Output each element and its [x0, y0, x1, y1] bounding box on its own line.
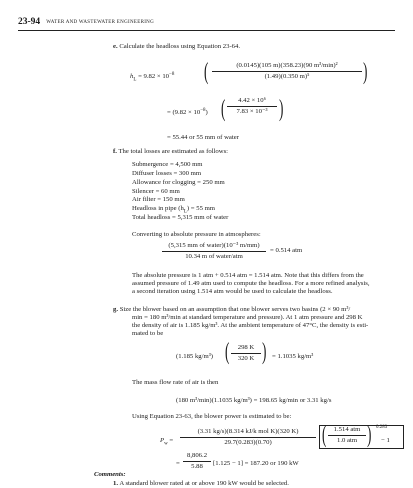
eq2-exponent: −8: [200, 108, 206, 113]
power-result: [1.125 − 1] = 187.20 or 190 kW: [213, 460, 299, 467]
density-left: (1.185 kg/m³): [176, 353, 213, 360]
density-fraction: [231, 344, 261, 363]
eq2-fraction: [227, 97, 277, 116]
pw-subscript: w: [164, 441, 168, 447]
eq1-fraction: [212, 62, 362, 81]
pw-inner-close: ): [367, 422, 372, 448]
eq1-close-paren: ): [363, 59, 368, 85]
pipe-value: ) = 55 mm: [186, 205, 215, 212]
step-e-label: e.: [113, 43, 118, 50]
headloss-result: = 55.44 or 55 mm of water: [167, 134, 239, 141]
density-result: = 1.1035 kg/m³: [272, 353, 314, 360]
step-f-label: f.: [113, 148, 117, 155]
convert-fraction: [162, 242, 266, 261]
eq2-open-paren: (: [221, 96, 226, 122]
dens-close-paren: ): [262, 339, 267, 365]
eq2-close: ): [205, 109, 208, 117]
headloss-lhs: [130, 71, 174, 85]
loss-item: Submergence = 4,500 mm: [132, 161, 203, 168]
comment-text: A standard blower rated at or above 190 kW would be selected.: [119, 480, 289, 487]
mass-intro: The mass flow rate of air is then: [132, 379, 219, 386]
eq1-exponent: −8: [169, 72, 175, 77]
step-f-intro-text: The total losses are estimated as follows:: [118, 148, 229, 155]
page-number: 23-94: [18, 17, 41, 27]
pipe-subscript: L: [183, 209, 187, 215]
loss-item: Silencer = 60 mm: [132, 188, 180, 195]
loss-item: Allowance for clogging = 250 mm: [132, 179, 225, 186]
comment-item: [113, 480, 289, 488]
f-paragraph-line: assumed pressure of 1.49 atm used to compute the headloss. For a more refined analysis,: [132, 280, 370, 287]
header-rule: [18, 30, 395, 31]
pw-symbol: P: [160, 437, 165, 444]
pw-inner-open: (: [322, 422, 327, 448]
mass-equation: (180 m³/min)(1.1035 kg/m³) = 198.65 kg/min or 3.31 kg/s: [176, 397, 332, 404]
power-bracket-right: [400, 425, 404, 449]
g-paragraph-line: mated to be: [132, 330, 164, 337]
loss-item: Air filter = 150 mm: [132, 196, 185, 203]
eq2-close-paren: ): [279, 96, 284, 122]
eq2-coefficient: = (9.82 × 10: [167, 109, 201, 117]
eq2-coefficient-row: [167, 107, 208, 117]
power-fraction: [180, 428, 316, 447]
power-lhs: [160, 437, 173, 449]
step-f-intro: [113, 148, 228, 156]
g-paragraph-line: Size the blower based on an assumption that one blower serves two basins (2 × 90 m³/: [119, 306, 351, 313]
power2-equals: =: [176, 460, 180, 467]
pipe-label: Headloss in pipe (h: [132, 205, 184, 212]
eq1-numerator: (0.0145)(105 m)(358.23)(90 m³/min)²: [212, 62, 362, 72]
eq1-denominator: (1.49)(0.350 m)⁵: [264, 73, 310, 80]
f-paragraph-line: a second iteration using 1.514 atm would be used to calculate the headloss.: [132, 288, 333, 295]
dens-open-paren: (: [225, 339, 230, 365]
pressure-ratio: [328, 426, 366, 445]
hl-subscript: L: [133, 77, 137, 83]
density-numerator: 298 K: [231, 344, 261, 354]
step-g-label: g.: [113, 306, 119, 313]
pressure-minus-one: − 1: [381, 437, 390, 444]
step-g-line1: [113, 306, 350, 314]
page-header: [18, 16, 154, 27]
power2-denominator: 5.88: [191, 463, 203, 470]
convert-numerator: (5,315 mm of water)(10⁻³ m/mm): [162, 242, 266, 252]
power2-fraction: [183, 452, 211, 471]
running-title: WATER AND WASTEWATER ENGINEERING: [46, 20, 154, 25]
eq1-open-paren: (: [204, 59, 209, 85]
pw-equals: =: [169, 437, 174, 444]
pressure-exponent: 0.283: [376, 425, 388, 430]
step-e-intro-text: Calculate the headloss using Equation 23-64.: [119, 43, 241, 50]
g-paragraph-line: min = 180 m³/min at standard temperature and pressure). At 1 atm pressure and 298 K: [132, 314, 363, 321]
comments-heading: Comments:: [94, 471, 126, 478]
pressure-ratio-denominator: 1.0 atm: [336, 437, 358, 444]
eq2-denominator: 7.83 × 10⁻³: [236, 108, 268, 115]
power-intro: Using Equation 23-63, the blower power is estimated to be:: [132, 413, 292, 420]
pressure-ratio-numerator: 1.514 atm: [328, 426, 366, 436]
hl-symbol: h: [130, 73, 134, 81]
density-denominator: 320 K: [237, 355, 255, 362]
eq2-numerator: 4.42 × 10⁶: [227, 97, 277, 107]
f-paragraph-line: The absolute pressure is 1 atm + 0.514 atm = 1.514 atm. Note that this differs from the: [132, 272, 364, 279]
step-e-intro: [113, 43, 240, 51]
power-denominator: 29.7(0.283)(0.70): [224, 439, 272, 446]
convert-result: = 0.514 atm: [270, 247, 303, 254]
power-numerator: (3.31 kg/s)(8.314 kJ/k mol K)(320 K): [180, 428, 316, 438]
g-paragraph-line: the density of air is 1.185 kg/m³. At the ambient temperature of 47°C, the density is esti-: [132, 322, 369, 329]
convert-intro: Converting to absolute pressure in atmospheres:: [132, 231, 261, 238]
power2-numerator: 8,806.2: [183, 452, 211, 462]
convert-denominator: 10.34 m of water/atm: [185, 253, 243, 260]
eq1-coefficient: = 9.82 × 10: [138, 73, 170, 81]
comment-number: 1.: [113, 480, 119, 487]
loss-total: Total headloss = 5,315 mm of water: [132, 214, 229, 221]
loss-item: Diffuser losses = 300 mm: [132, 170, 202, 177]
